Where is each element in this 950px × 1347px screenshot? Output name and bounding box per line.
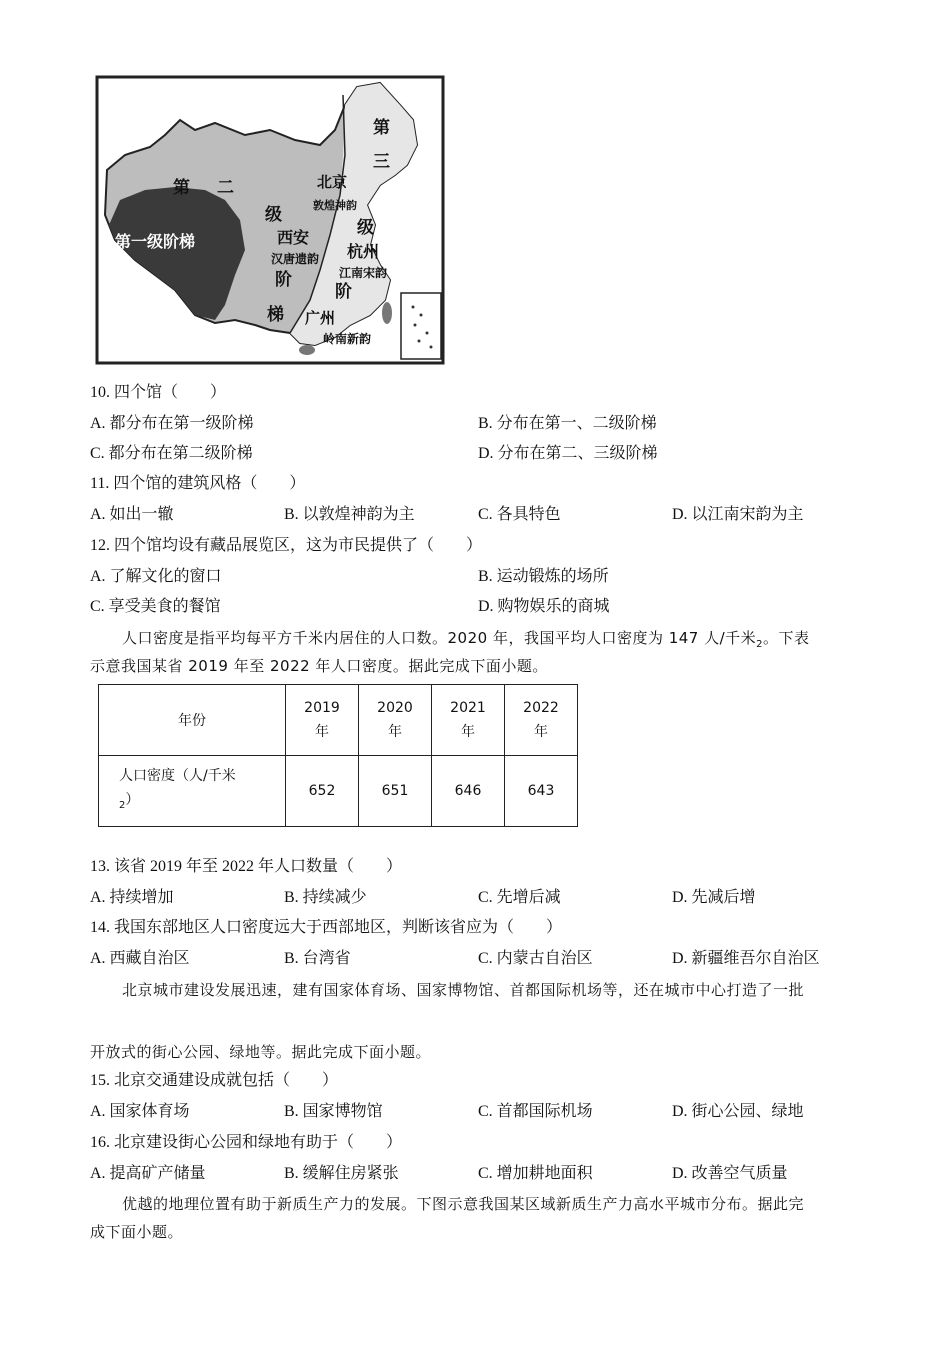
q15-option-d: D. 街心公园、绿地 bbox=[672, 1103, 804, 1120]
label-ji-left: 级 bbox=[265, 205, 282, 225]
q13-option-c: C. 先增后减 bbox=[478, 889, 561, 906]
q11-stem: 11. 四个馆的建筑风格（ ） bbox=[90, 475, 306, 492]
label-xian: 西安 bbox=[277, 228, 310, 247]
q15-stem: 15. 北京交通建设成就包括（ ） bbox=[90, 1072, 339, 1089]
q11-option-a: A. 如出一辙 bbox=[90, 506, 174, 523]
table-value-2019: 652 bbox=[286, 756, 359, 827]
label-step2-b: 二 bbox=[217, 178, 234, 198]
passage1-sub: 2 bbox=[756, 639, 764, 650]
label-beijing: 北京 bbox=[317, 173, 348, 191]
q14-option-d: D. 新疆维吾尔自治区 bbox=[672, 950, 820, 967]
q11-option-b: B. 以敦煌神韵为主 bbox=[284, 506, 415, 523]
population-density-table bbox=[98, 684, 578, 827]
q12-option-c: C. 享受美食的餐馆 bbox=[90, 598, 221, 615]
label-step3-a: 第 bbox=[373, 118, 390, 138]
label-jie-left: 阶 bbox=[275, 270, 292, 290]
q15-option-a: A. 国家体育场 bbox=[90, 1103, 190, 1120]
q15-option-b: B. 国家博物馆 bbox=[284, 1103, 383, 1120]
south-sea-inset bbox=[401, 293, 441, 359]
q13-option-b: B. 持续减少 bbox=[284, 889, 367, 906]
q10-stem: 10. 四个馆（ ） bbox=[90, 384, 227, 401]
q12-option-b: B. 运动锻炼的场所 bbox=[478, 568, 609, 585]
q12-option-d: D. 购物娱乐的商城 bbox=[478, 598, 610, 615]
table-year-2020: 2020 年 bbox=[359, 685, 432, 756]
table-value-2021: 646 bbox=[432, 756, 505, 827]
label-step1: 第一级阶梯 bbox=[115, 232, 196, 251]
table-header-label: 年份 bbox=[99, 685, 286, 756]
table-value-2020: 651 bbox=[359, 756, 432, 827]
q10-option-b: B. 分布在第一、二级阶梯 bbox=[478, 415, 657, 432]
q14-option-b: B. 台湾省 bbox=[284, 950, 351, 967]
label-step2-a: 第 bbox=[173, 178, 190, 198]
q16-option-c: C. 增加耕地面积 bbox=[478, 1165, 593, 1182]
label-lingnan: 岭南新韵 bbox=[323, 332, 372, 346]
label-guangzhou: 广州 bbox=[305, 309, 336, 327]
q14-option-a: A. 西藏自治区 bbox=[90, 950, 190, 967]
q12-option-a: A. 了解文化的窗口 bbox=[90, 568, 222, 585]
table-row-label: 人口密度（人/千米 $_2$） bbox=[99, 756, 286, 827]
passage2-line2: 开放式的街心公园、绿地等。据此完成下面小题。 bbox=[90, 1043, 432, 1061]
table-year-2022: 2022 年 bbox=[505, 685, 578, 756]
q14-stem: 14. 我国东部地区人口密度远大于西部地区，判断该省应为（ ） bbox=[90, 919, 563, 936]
label-step3-b: 三 bbox=[373, 152, 390, 172]
passage2-line1: 北京城市建设发展迅速，建有国家体育场、国家博物馆、首都国际机场等，还在城市中心打造了一批 bbox=[122, 981, 805, 999]
q16-stem: 16. 北京建设街心公园和绿地有助于（ ） bbox=[90, 1134, 403, 1151]
table-value-2022: 643 bbox=[505, 756, 578, 827]
passage3-line1: 优越的地理位置有助于新质生产力的发展。下图示意我国某区域新质生产力高水平城市分布。据此完 bbox=[122, 1195, 805, 1213]
hainan-island bbox=[299, 345, 315, 355]
label-dunhuang: 敦煌神韵 bbox=[313, 199, 357, 212]
q10-option-a: A. 都分布在第一级阶梯 bbox=[90, 415, 254, 432]
table-row bbox=[99, 756, 578, 827]
q11-option-d: D. 以江南宋韵为主 bbox=[672, 506, 804, 523]
q16-option-b: B. 缓解住房紧张 bbox=[284, 1165, 399, 1182]
label-hantang: 汉唐遗韵 bbox=[271, 252, 320, 266]
table-header-row bbox=[99, 685, 578, 756]
q13-option-a: A. 持续增加 bbox=[90, 889, 174, 906]
taiwan-island bbox=[382, 302, 392, 324]
q16-option-a: A. 提高矿产储量 bbox=[90, 1165, 206, 1182]
table-year-2019: 2019 年 bbox=[286, 685, 359, 756]
passage3-line2: 成下面小题。 bbox=[90, 1223, 184, 1241]
q10-option-c: C. 都分布在第二级阶梯 bbox=[90, 445, 253, 462]
q13-option-d: D. 先减后增 bbox=[672, 889, 756, 906]
label-jie-right: 阶 bbox=[335, 282, 352, 302]
passage1-line1: 人口密度是指平均每平方千米内居住的人口数。2020 年，我国平均人口密度为 147 人/千米$_2$。下表 bbox=[122, 629, 810, 650]
passage1-line2: 示意我国某省 2019 年至 2022 年人口密度。据此完成下面小题。 bbox=[90, 657, 548, 675]
label-hangzhou: 杭州 bbox=[347, 242, 380, 261]
label-ji-right: 级 bbox=[357, 218, 374, 238]
q10-option-d: D. 分布在第二、三级阶梯 bbox=[478, 445, 658, 462]
q15-option-c: C. 首都国际机场 bbox=[478, 1103, 593, 1120]
q16-option-d: D. 改善空气质量 bbox=[672, 1165, 788, 1182]
q14-option-c: C. 内蒙古自治区 bbox=[478, 950, 593, 967]
q12-stem: 12. 四个馆均设有藏品展览区，这为市民提供了（ ） bbox=[90, 537, 483, 554]
label-ti-left: 梯 bbox=[267, 305, 284, 325]
q11-option-c: C. 各具特色 bbox=[478, 506, 561, 523]
terrain-steps-map bbox=[95, 75, 445, 365]
label-jiangnan: 江南宋韵 bbox=[339, 266, 388, 280]
table-year-2021: 2021 年 bbox=[432, 685, 505, 756]
q13-stem: 13. 该省 2019 年至 2022 年人口数量（ ） bbox=[90, 858, 403, 875]
